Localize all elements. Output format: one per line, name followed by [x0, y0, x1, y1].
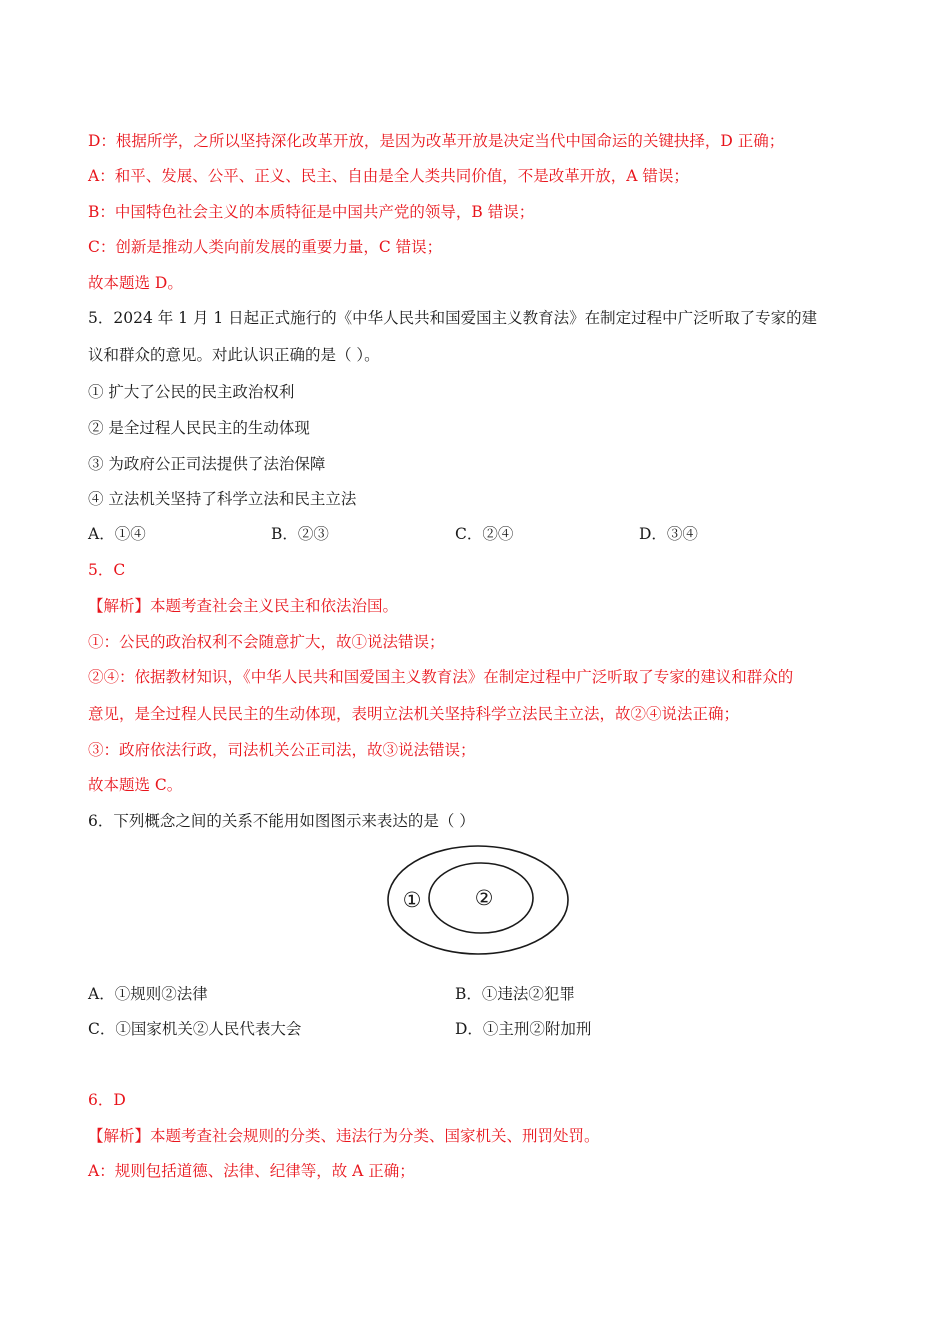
answer-option-c: C．①国家机关②人民代表大会: [88, 1020, 302, 1038]
analysis-line: A：规则包括道德、法律、纪律等，故 A 正确；: [88, 1162, 415, 1180]
analysis-line: 【解析】本题考查社会规则的分类、违法行为分类、国家机关、刑罚处罚。: [88, 1127, 600, 1145]
explanation-line: C：创新是推动人类向前发展的重要力量，C 错误；: [88, 238, 443, 256]
analysis-line: 【解析】本题考查社会主义民主和依法治国。: [88, 597, 399, 615]
answer-key: 6．D: [88, 1091, 126, 1109]
analysis-line: 意见，是全过程人民民主的生动体现，表明立法机关坚持科学立法民主立法，故②④说法正确；: [88, 705, 740, 723]
analysis-line: ②④：依据教材知识，《中华人民共和国爱国主义教育法》在制定过程中广泛听取了专家的建议和群众的: [88, 668, 794, 686]
question-statement: ① 扩大了公民的民主政治权利: [88, 383, 295, 401]
explanation-conclusion: 故本题选 D。: [88, 274, 183, 292]
outer-label: ①: [402, 888, 422, 912]
answer-option-a: A．①④: [88, 525, 146, 543]
analysis-line: ③：政府依法行政，司法机关公正司法，故③说法错误；: [88, 741, 476, 759]
question-stem: 6．下列概念之间的关系不能用如图图示来表达的是（ ）: [88, 812, 475, 830]
answer-option-c: C．②④: [455, 525, 514, 543]
concept-relation-diagram: [384, 842, 574, 958]
explanation-line: B：中国特色社会主义的本质特征是中国共产党的领导，B 错误；: [88, 203, 535, 221]
answer-option-a: A．①规则②法律: [88, 985, 208, 1003]
analysis-conclusion: 故本题选 C。: [88, 776, 183, 794]
answer-option-d: D．③④: [639, 525, 698, 543]
explanation-line: A：和平、发展、公平、正义、民主、自由是全人类共同价值，不是改革开放，A 错误；: [88, 167, 689, 185]
answer-option-b: B．②③: [271, 525, 329, 543]
inner-label: ②: [474, 886, 494, 910]
question-stem: 5．2024 年 1 月 1 日起正式施行的《中华人民共和国爱国主义教育法》在制定过程中广泛听取了专家的建: [88, 309, 818, 327]
answer-option-d: D．①主刑②附加刑: [455, 1020, 592, 1038]
explanation-line: D：根据所学，之所以坚持深化改革开放，是因为改革开放是决定当代中国命运的关键抉择，D 正确；: [88, 132, 785, 150]
question-statement: ④ 立法机关坚持了科学立法和民主立法: [88, 490, 357, 508]
question-stem: 议和群众的意见。对此认识正确的是（ ）。: [88, 346, 380, 364]
answer-option-b: B．①违法②犯罪: [455, 985, 575, 1003]
answer-key: 5．C: [88, 561, 126, 579]
analysis-line: ①：公民的政治权利不会随意扩大，故①说法错误；: [88, 633, 445, 651]
question-statement: ③ 为政府公正司法提供了法治保障: [88, 455, 326, 473]
question-statement: ② 是全过程人民民主的生动体现: [88, 419, 310, 437]
